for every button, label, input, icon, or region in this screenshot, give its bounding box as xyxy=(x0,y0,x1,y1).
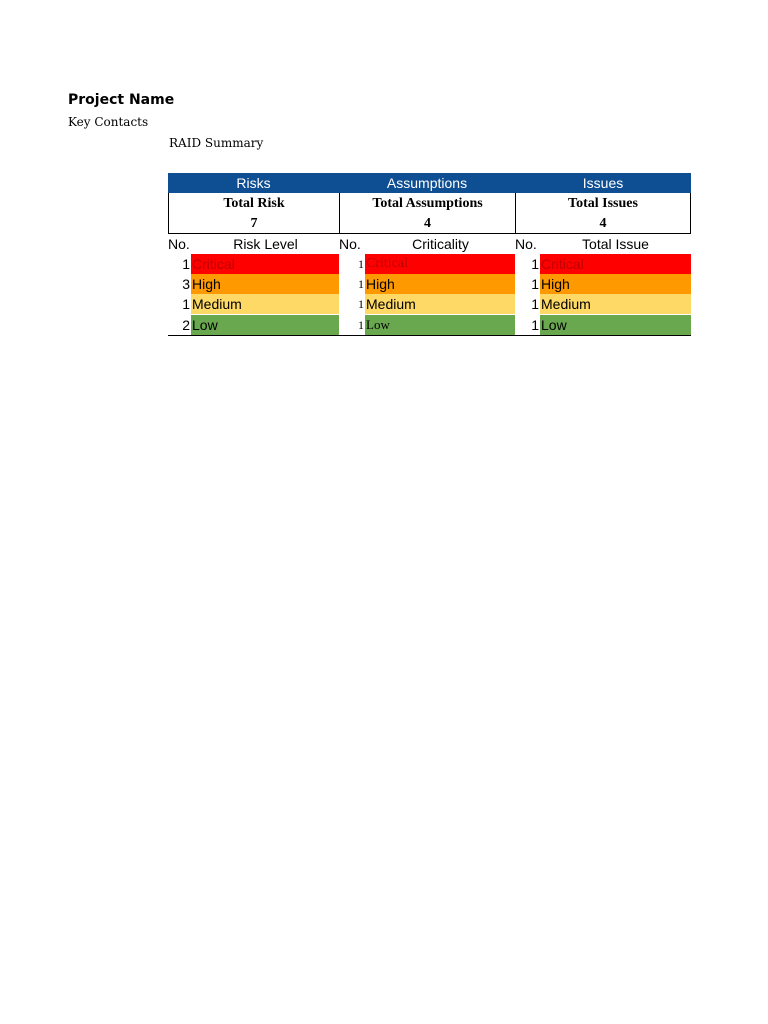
total-issue-column-header: Total Issue xyxy=(582,236,649,252)
assumption-level-critical: Critical xyxy=(365,254,515,274)
issue-count: 1 xyxy=(531,317,539,333)
risks-column xyxy=(168,173,339,336)
risk-row-low xyxy=(168,315,339,335)
issue-count: 1 xyxy=(531,276,539,292)
total-assumptions-label: Total Assumptions xyxy=(372,196,483,211)
no-column-header: No. xyxy=(168,236,190,252)
issue-count: 1 xyxy=(531,296,539,312)
table-bottom-border xyxy=(168,335,691,336)
assumption-count: 1 xyxy=(358,297,364,311)
risk-level-column-header: Risk Level xyxy=(233,236,298,252)
assumptions-total-box xyxy=(339,193,515,234)
issue-row-critical xyxy=(515,254,691,274)
total-issues-label: Total Issues xyxy=(568,196,638,211)
project-name-heading: Project Name xyxy=(68,92,175,108)
assumptions-column xyxy=(339,173,515,336)
assumption-count: 1 xyxy=(358,257,364,271)
assumption-count: 1 xyxy=(358,277,364,291)
risks-subheader xyxy=(168,234,339,254)
criticality-column-header: Criticality xyxy=(412,236,469,252)
issues-total-box xyxy=(515,193,691,234)
raid-summary-table xyxy=(168,173,691,336)
risk-row-medium xyxy=(168,294,339,314)
issues-column xyxy=(515,173,691,336)
risk-row-critical xyxy=(168,254,339,274)
total-assumptions-value: 4 xyxy=(424,216,431,231)
risk-level-medium: Medium xyxy=(191,294,339,314)
issues-subheader xyxy=(515,234,691,254)
assumptions-header: Assumptions xyxy=(339,173,515,193)
risk-count: 3 xyxy=(182,276,190,292)
assumptions-subheader xyxy=(339,234,515,254)
no-column-header: No. xyxy=(515,236,537,252)
issue-row-medium xyxy=(515,294,691,314)
issue-row-high xyxy=(515,274,691,294)
risk-row-high xyxy=(168,274,339,294)
issue-level-low: Low xyxy=(540,315,691,335)
risks-header: Risks xyxy=(168,173,339,193)
issue-row-low xyxy=(515,315,691,335)
issues-header: Issues xyxy=(515,173,691,193)
raid-summary-title: RAID Summary xyxy=(169,136,264,150)
risk-level-critical: Critical xyxy=(191,254,339,274)
assumption-level-medium: Medium xyxy=(365,294,515,314)
assumption-level-low: Low xyxy=(365,315,515,335)
risk-count: 1 xyxy=(182,296,190,312)
risks-total-box xyxy=(168,193,339,234)
assumption-row-low xyxy=(339,315,515,335)
risk-count: 2 xyxy=(182,317,190,333)
assumption-row-medium xyxy=(339,294,515,314)
risk-level-high: High xyxy=(191,274,339,294)
risk-count: 1 xyxy=(182,256,190,272)
issue-level-high: High xyxy=(540,274,691,294)
key-contacts-label: Key Contacts xyxy=(68,115,149,129)
total-issues-value: 4 xyxy=(599,216,607,231)
assumption-level-high: High xyxy=(365,274,515,294)
issue-count: 1 xyxy=(531,256,539,272)
total-risk-value: 7 xyxy=(250,216,258,231)
issue-level-medium: Medium xyxy=(540,294,691,314)
risk-level-low: Low xyxy=(191,315,339,335)
total-risk-label: Total Risk xyxy=(223,196,285,211)
assumption-row-critical xyxy=(339,254,515,274)
issue-level-critical: Critical xyxy=(540,254,691,274)
assumption-row-high xyxy=(339,274,515,294)
no-column-header: No. xyxy=(339,236,361,252)
assumption-count: 1 xyxy=(358,318,364,332)
